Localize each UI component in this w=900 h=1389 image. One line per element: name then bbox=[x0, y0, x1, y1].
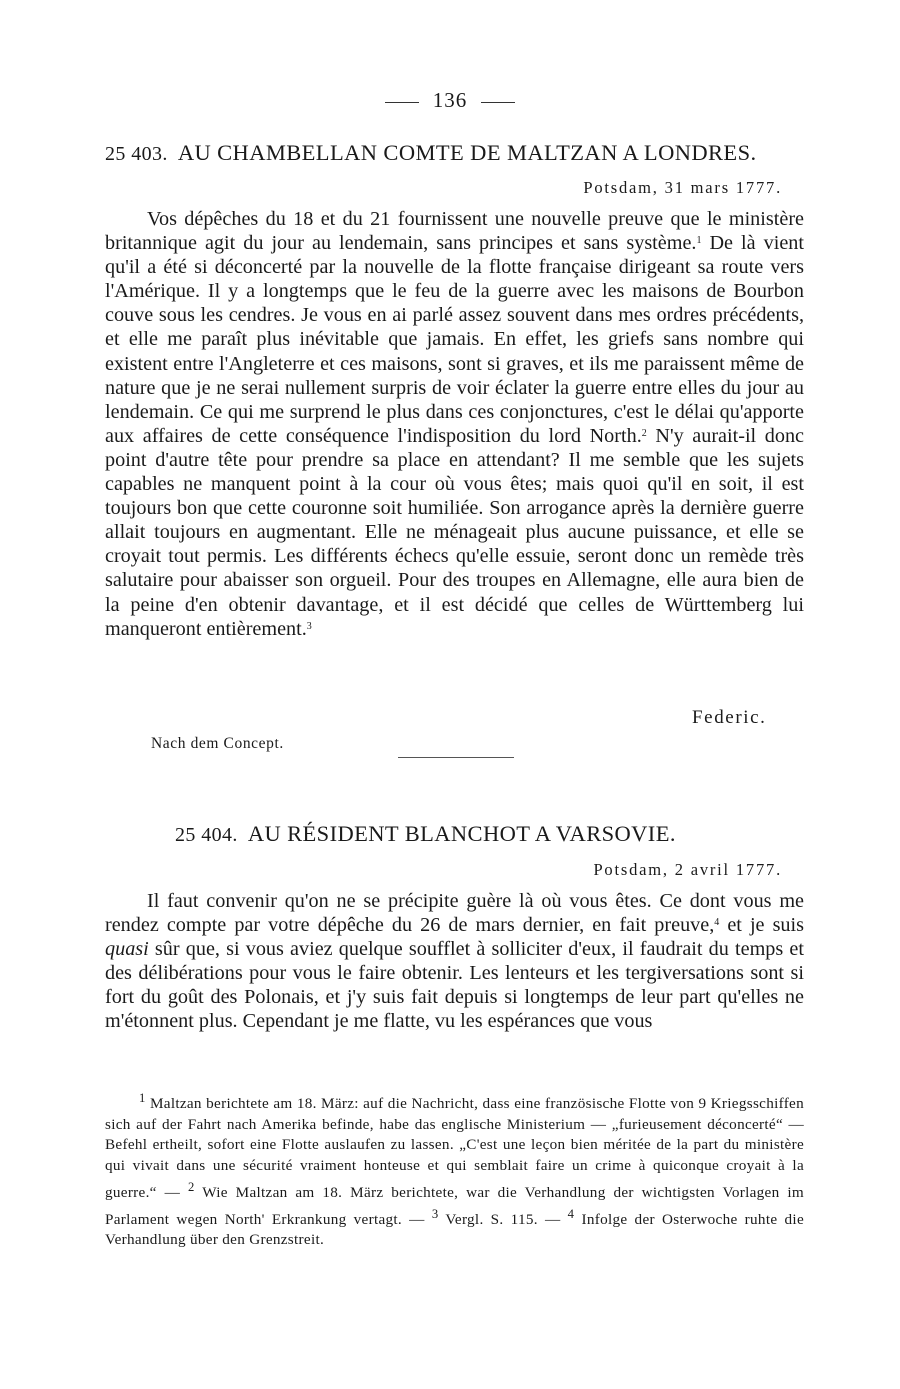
footnote-ref: 3 bbox=[306, 620, 312, 632]
letter-number: 25 404. bbox=[175, 824, 238, 846]
italic-word: quasi bbox=[105, 938, 149, 961]
letter-number: 25 403. bbox=[105, 143, 168, 165]
letter-title: AU CHAMBELLAN COMTE DE MALTZAN A LONDRES. bbox=[177, 140, 757, 165]
body-text-run: N'y aurait-il donc point d'autre tête pour prendre sa place en attendant? Il me semble que les sujets capables ne manquent point à la cour où vous êtes; mais quoi qu'il en soit, il est toujours bon que cette couronne soit humiliée. Son arrogance après la dernière guerre allait toujours en augmentant. Elle ne ménageait plus aucune puissance, et elle se croyait tout permis. Les différents échecs qu'elle essuie, seront donc un remède très salutaire pour abaisser son orgueil. Pour des troupes en Allemagne, elle aura bien de la peine d'en obtenir davantage, et il est décidé que celles de Württemberg lui manqueront entièrement. bbox=[105, 424, 804, 640]
header-dash-left bbox=[385, 102, 419, 103]
footnote-marker: 3 bbox=[431, 1206, 439, 1221]
page-number: 136 bbox=[432, 88, 468, 112]
footnote-ref: 4 bbox=[714, 917, 720, 929]
footnotes bbox=[105, 1088, 804, 1251]
body-text-run: et je suis bbox=[719, 914, 804, 937]
header-dash-right bbox=[481, 102, 515, 103]
letter-heading bbox=[105, 140, 805, 166]
footnote-text: Maltzan berichtete am 18. März: auf die Nachricht, dass eine französische Flotte von 9 Kriegsschiffen sich auf der Fahrt nach Amerika befinde, habe das englische Ministerium — „furieusement déconcerté“ — Befehl ertheilt, sofort eine Flotte auslaufen zu lassen. „C'est une leçon bien méritée de la part du ministère qui vivait dans une sécurité vraiment honteuse et qui semblait faire un crime à quiconque croyait à la guerre.“ — bbox=[105, 1095, 804, 1201]
letter-place-date: Potsdam, 2 avril 1777. bbox=[593, 860, 782, 879]
letter-heading bbox=[175, 821, 875, 847]
body-text-run: sûr que, si vous aviez quelque soufflet à solliciter d'eux, il faudrait du temps et des délibérations pour vous le faire obtenir. Les lenteurs et les tergiversations sont si fort du goût des Polonais, et j'y suis fait depuis si longtemps de leur part qu'elles ne m'étonnent plus. Cependant je me flatte, vu les espérances que vous bbox=[105, 938, 804, 1033]
footnote-text: Infolge der Osterwoche ruhte die Verhandlung über den Grenzstreit. bbox=[105, 1210, 804, 1249]
letter-body bbox=[105, 889, 804, 1034]
letter-place-date: Potsdam, 31 mars 1777. bbox=[583, 178, 782, 197]
footnote-text: Vergl. S. 115. — bbox=[438, 1210, 568, 1228]
page-header bbox=[0, 88, 900, 113]
letter-body bbox=[105, 207, 804, 641]
section-separator bbox=[398, 757, 514, 758]
source-note: Nach dem Concept. bbox=[151, 735, 284, 752]
footnote-ref: 2 bbox=[641, 427, 647, 439]
footnote-marker: 2 bbox=[187, 1179, 195, 1194]
body-text-run: De là vient qu'il a été si déconcerté par la nouvelle de la flotte française dirigeant sa route vers l'Amérique. Il y a longtemps que le feu de la guerre avec les maisons de Bourbon couve sous les cendres. Je vous en ai parlé assez souvent dans mes ordres précédents, et elle me paraît plus inévitable que jamais. En effet, les griefs sans nombre qui existent entre l'Angleterre et ces maisons, sont si graves, et ils me paraissent même de nature que je ne serai nullement surpris de voir éclater la guerre entre elles du jour au lendemain. Ce qui me surprend le plus dans ces conjonctures, c'est le délai qu'apporte aux affaires de cette conséquence l'indisposition du lord North. bbox=[105, 232, 804, 447]
letter-title: AU RÉSIDENT BLANCHOT A VARSOVIE. bbox=[247, 821, 676, 846]
footnote-marker: 4 bbox=[567, 1206, 575, 1221]
body-text-run: Vos dépêches du 18 et du 21 fournissent une nouvelle preuve que le ministère britannique agit du jour au lendemain, sans principes et sans système. bbox=[105, 208, 804, 255]
signature: Federic. bbox=[692, 707, 767, 728]
footnote-marker: 1 bbox=[139, 1091, 146, 1105]
footnote-text: Wie Maltzan am 18. März berichtete, war die Verhandlung der wichtigsten Vorlagen im Parlament wegen North' Erkrankung vertagt. — bbox=[105, 1183, 804, 1228]
body-text-run: Il faut convenir qu'on ne se précipite guère là où vous êtes. Ce dont vous me rendez compte par votre dépêche du 26 de mars dernier, en fait preuve, bbox=[105, 890, 804, 937]
footnote-ref: 1 bbox=[696, 235, 702, 247]
